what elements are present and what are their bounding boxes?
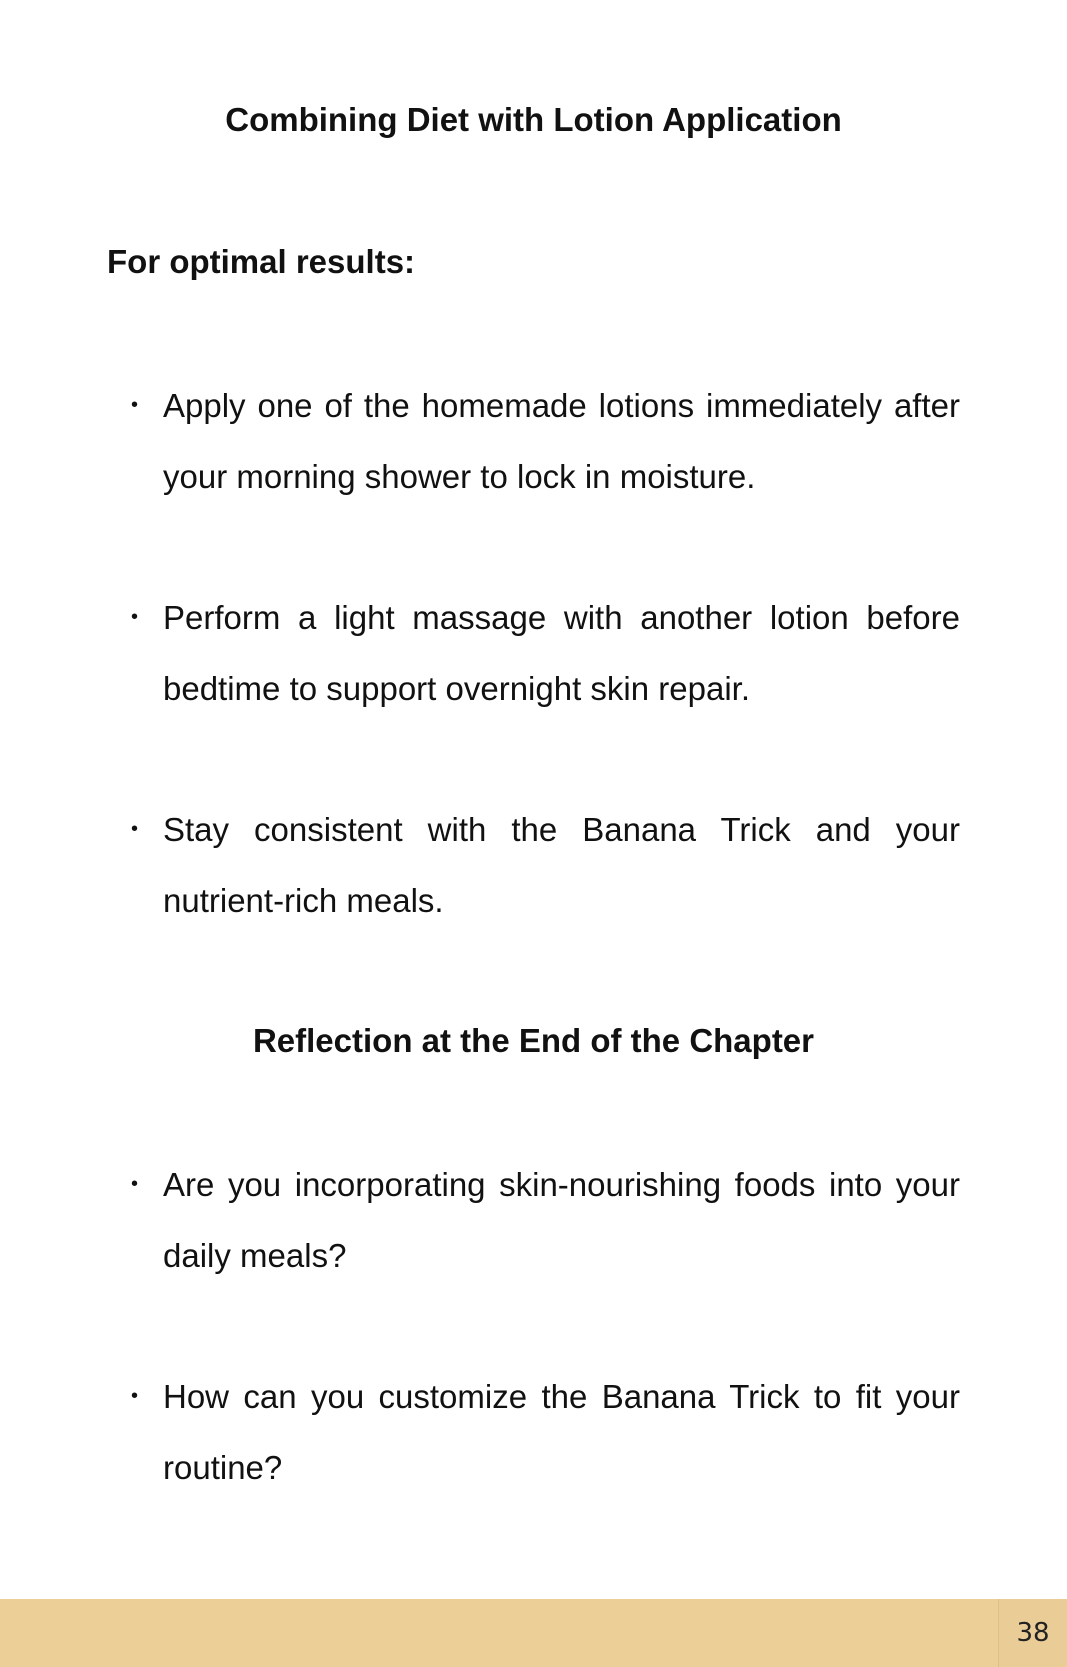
list-item: • Stay consistent with the Banana Trick and your nutrient-rich meals.	[107, 794, 960, 936]
section-title: Combining Diet with Lotion Application	[225, 101, 842, 138]
list-item: • Perform a light massage with another lotion before bedtime to support overnight skin repair.	[107, 582, 960, 724]
reflection-title: Reflection at the End of the Chapter	[252, 1022, 815, 1059]
list-item: • Are you incorporating skin-nourishing foods into your daily meals?	[107, 1149, 960, 1291]
page-number: 38	[998, 1599, 1067, 1667]
list-item: • How can you customize the Banana Trick to fit your routine?	[107, 1361, 960, 1503]
intro-label: For optimal results:	[107, 243, 416, 280]
footer-bar	[0, 1599, 1067, 1667]
list-item: • Apply one of the homemade lotions immediately after your morning shower to lock in moisture.	[107, 370, 960, 512]
